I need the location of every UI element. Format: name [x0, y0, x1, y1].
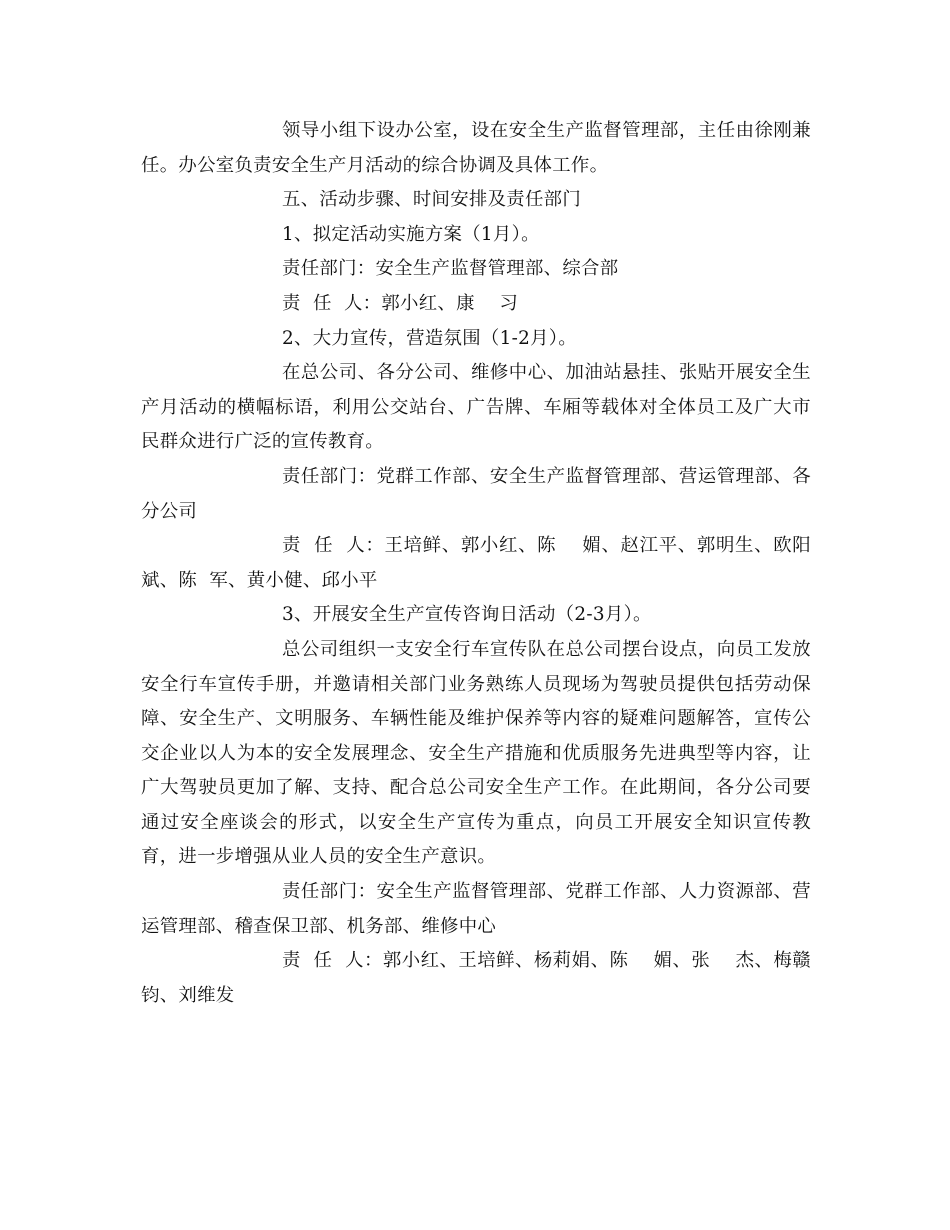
- step-1-persons: 责 任 人：郭小红、康 习: [282, 292, 519, 314]
- step-3-persons: 责 任 人：郭小红、王培鲜、杨莉娟、陈 媚、张 杰、梅赣钧、刘维发: [141, 950, 811, 1006]
- step-1-departments: 责任部门：安全生产监督管理部、综合部: [282, 258, 619, 280]
- document-body: [141, 114, 811, 1013]
- step-2-departments: 责任部门：党群工作部、安全生产监督管理部、营运管理部、各分公司: [141, 465, 811, 522]
- step-2-title: 2、大力宣传，营造氛围（1-2月）。: [282, 327, 577, 349]
- heading-activity-steps: 五、活动步骤、时间安排及责任部门: [282, 189, 582, 211]
- step-2-persons: 责 任 人：王培鲜、郭小红、陈 媚、赵江平、郭明生、欧阳斌、陈 军、黄小健、邱小平: [141, 535, 811, 591]
- step-3-departments: 责任部门：安全生产监督管理部、党群工作部、人力资源部、营运管理部、稽查保卫部、机务部、维修中心: [141, 881, 811, 937]
- step-3-description: 总公司组织一支安全行车宣传队在总公司摆台设点，向员工发放安全行车宣传手册，并邀请相关部门业务熟练人员现场为驾驶员提供包括劳动保障、安全生产、文明服务、车辆性能及维护保养等内容的疑难问题解答，宣传公交企业以人为本的安全发展理念、安全生产措施和优质服务先进典型等内容，让广大驾驶员更加了解、支持、配合总公司安全生产工作。在此期间，各分公司要通过安全座谈会的形式，以安全生产宣传为重点，向员工开展安全知识宣传教育，进一步增强从业人员的安全生产意识。: [141, 638, 811, 868]
- paragraph-office-setup: 领导小组下设办公室，设在安全生产监督管理部，主任由徐刚兼任。办公室负责安全生产月活动的综合协调及具体工作。: [141, 120, 811, 176]
- step-1-title: 1、拟定活动实施方案（1月）。: [282, 223, 540, 245]
- step-3-title: 3、开展安全生产宣传咨询日活动（2-3月）。: [282, 604, 652, 626]
- step-2-description: 在总公司、各分公司、维修中心、加油站悬挂、张贴开展安全生产月活动的横幅标语，利用公交站台、广告牌、车厢等载体对全体员工及广大市民群众进行广泛的宣传教育。: [141, 362, 811, 453]
